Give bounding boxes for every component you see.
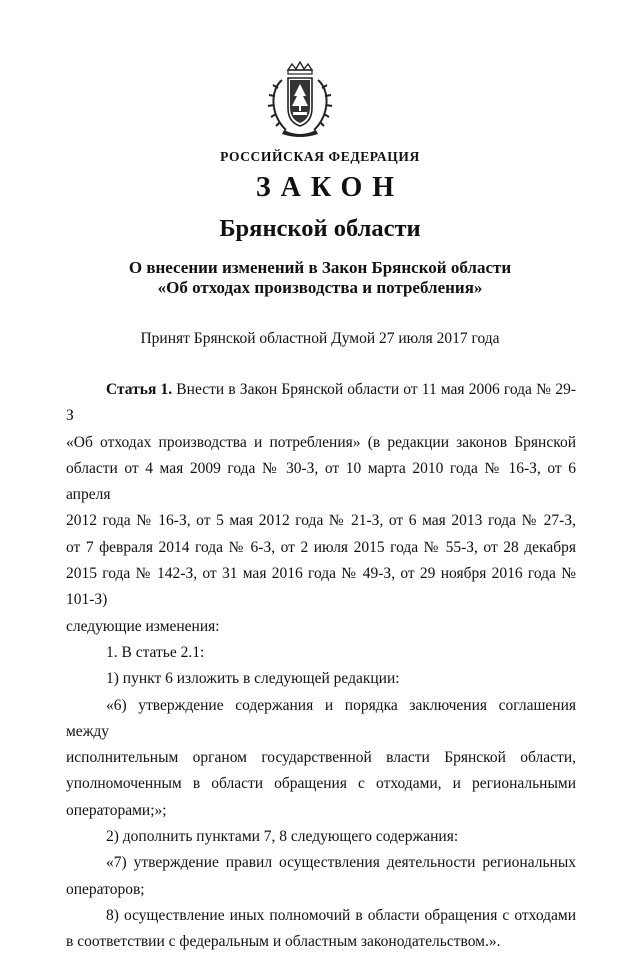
document-type-heading: ЗАКОН <box>255 172 405 203</box>
body-line <box>66 377 576 430</box>
bryansk-coat-of-arms-icon <box>260 60 340 140</box>
list-item: 1. В статье 2.1: <box>106 643 205 661</box>
law-subject <box>0 258 640 298</box>
body-line: от 7 февраля 2014 года № 6-З, от 2 июля 2015 года № 55-З, от 28 декабря <box>66 538 576 556</box>
body-line: «7) утверждение правил осуществления деятельности региональных <box>106 854 576 872</box>
body-line: «Об отходах производства и потребления» (в редакции законов Брянской <box>66 433 576 451</box>
body-line-text: Внести в Закон Брянской области от 11 мая 2006 года № 29-З <box>66 381 576 425</box>
law-subject-line: О внесении изменений в Закон Брянской области <box>128 258 512 277</box>
adoption-line: Принят Брянской областной Думой 27 июля 2017 года <box>140 330 500 347</box>
body-line: уполномоченным в области обращения с отходами, и региональными <box>66 775 576 793</box>
body-line: области от 4 мая 2009 года № 30-З, от 10 марта 2010 года № 16-З, от 6 апреля <box>66 459 576 504</box>
body-line: 2012 года № 16-З, от 5 мая 2012 года № 21-З, от 6 мая 2013 года № 27-З, <box>66 512 576 530</box>
body-line: в соответствии с федеральным и областным законодательством.». <box>66 933 501 951</box>
article-label: Статья 1. <box>106 381 173 398</box>
body-line: 8) осуществление иных полномочий в области обращения с отходами <box>106 906 576 924</box>
law-body <box>66 377 576 956</box>
body-line: исполнительным органом государственной власти Брянской области, <box>66 749 576 767</box>
body-line: 2015 года № 142-З, от 31 мая 2016 года № 49-З, от 29 ноября 2016 года № 101-З) <box>66 565 576 609</box>
body-line: следующие изменения: <box>66 617 220 635</box>
body-line: операторами;»; <box>66 801 167 819</box>
body-line: операторов; <box>66 880 145 898</box>
law-subject-line: «Об отходах производства и потребления» <box>157 278 483 297</box>
list-item: 1) пункт 6 изложить в следующей редакции: <box>106 670 400 688</box>
list-item: 2) дополнить пунктами 7, 8 следующего содержания: <box>106 828 459 846</box>
region-heading: Брянской области <box>219 215 421 242</box>
country-heading: РОССИЙСКАЯ ФЕДЕРАЦИЯ <box>220 149 420 164</box>
body-line: «6) утверждение содержания и порядка заключения соглашения между <box>66 696 576 740</box>
